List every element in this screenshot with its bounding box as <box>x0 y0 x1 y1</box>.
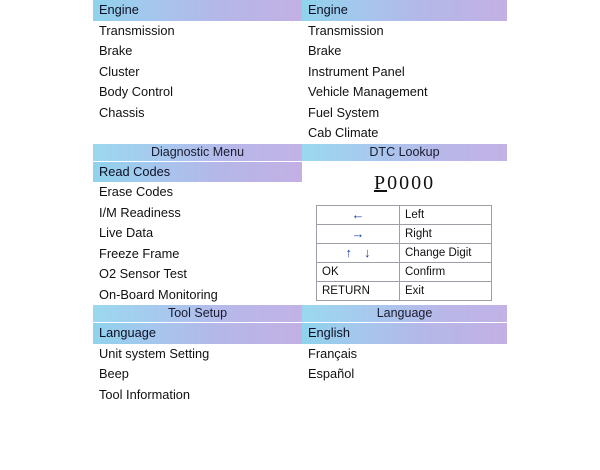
language-item-francais[interactable]: Français <box>302 344 507 365</box>
list-item[interactable]: Body Control <box>93 82 302 103</box>
dtc-code-display[interactable] <box>302 166 507 205</box>
menu-item-beep[interactable]: Beep <box>93 364 302 385</box>
ok-key-label: OK <box>317 262 400 281</box>
panel-system-menu-left <box>93 0 302 144</box>
list-item[interactable]: Instrument Panel <box>302 62 507 83</box>
list-item[interactable]: Brake <box>93 41 302 62</box>
panel-system-menu-right <box>302 0 507 144</box>
key-action: Exit <box>400 281 492 300</box>
down-arrow-glyph: ↓ <box>364 244 371 260</box>
menu-item-o2-sensor-test[interactable]: O2 Sensor Test <box>93 264 302 285</box>
language-title: Language <box>302 305 507 323</box>
panel-dtc-lookup <box>302 144 507 306</box>
up-down-arrow-icon <box>317 243 400 262</box>
menu-item-tool-information[interactable]: Tool Information <box>93 385 302 406</box>
tool-setup-title: Tool Setup <box>93 305 302 323</box>
system-right-list <box>302 21 507 144</box>
system-left-list <box>93 21 302 144</box>
menu-item-freeze-frame[interactable]: Freeze Frame <box>93 244 302 265</box>
system-left-selected-item[interactable]: Engine <box>93 0 302 21</box>
list-item[interactable]: Transmission <box>93 21 302 42</box>
list-item[interactable]: Fuel System <box>302 103 507 124</box>
up-arrow-glyph: ↑ <box>345 244 352 260</box>
menu-item-im-readiness[interactable]: I/M Readiness <box>93 203 302 224</box>
system-right-selected-item[interactable]: Engine <box>302 0 507 21</box>
panel-tool-setup <box>93 305 302 405</box>
list-item[interactable]: Brake <box>302 41 507 62</box>
menu-item-on-board-monitoring[interactable]: On-Board Monitoring <box>93 285 302 306</box>
menu-item-language[interactable]: Language <box>93 323 302 344</box>
key-action: Left <box>400 205 492 224</box>
table-row <box>317 205 492 224</box>
return-key-label: RETURN <box>317 281 400 300</box>
menu-item-live-data[interactable]: Live Data <box>93 223 302 244</box>
diagnostic-menu-list <box>93 162 302 306</box>
key-action: Change Digit <box>400 243 492 262</box>
list-item[interactable]: Transmission <box>302 21 507 42</box>
table-row <box>317 243 492 262</box>
list-item[interactable]: Cluster <box>93 62 302 83</box>
language-list <box>302 323 507 385</box>
list-item[interactable]: Cab Climate <box>302 123 507 144</box>
menu-item-read-codes[interactable]: Read Codes <box>93 162 302 183</box>
dtc-code-digits: 0000 <box>387 171 436 194</box>
panel-language <box>302 305 507 405</box>
right-arrow-icon <box>317 224 400 243</box>
left-arrow-icon <box>317 205 400 224</box>
right-arrow-glyph: → <box>351 225 365 241</box>
panel-diagnostic-menu <box>93 144 302 306</box>
list-item[interactable]: Vehicle Management <box>302 82 507 103</box>
dtc-key-legend-table <box>316 205 492 301</box>
tool-setup-list <box>93 323 302 405</box>
menu-item-erase-codes[interactable]: Erase Codes <box>93 182 302 203</box>
menu-grid <box>93 0 507 405</box>
dtc-lookup-title: DTC Lookup <box>302 144 507 162</box>
language-item-espanol[interactable]: Español <box>302 364 507 385</box>
dtc-code-prefix: P <box>373 171 388 194</box>
table-row <box>317 224 492 243</box>
menu-item-unit-system-setting[interactable]: Unit system Setting <box>93 344 302 365</box>
key-action: Right <box>400 224 492 243</box>
table-row <box>317 262 492 281</box>
dtc-lookup-body <box>302 162 507 301</box>
language-item-english[interactable]: English <box>302 323 507 344</box>
list-spacer <box>93 123 302 144</box>
left-arrow-glyph: ← <box>351 206 365 222</box>
table-row <box>317 281 492 300</box>
key-action: Confirm <box>400 262 492 281</box>
list-item[interactable]: Chassis <box>93 103 302 124</box>
diagnostic-menu-title: Diagnostic Menu <box>93 144 302 162</box>
